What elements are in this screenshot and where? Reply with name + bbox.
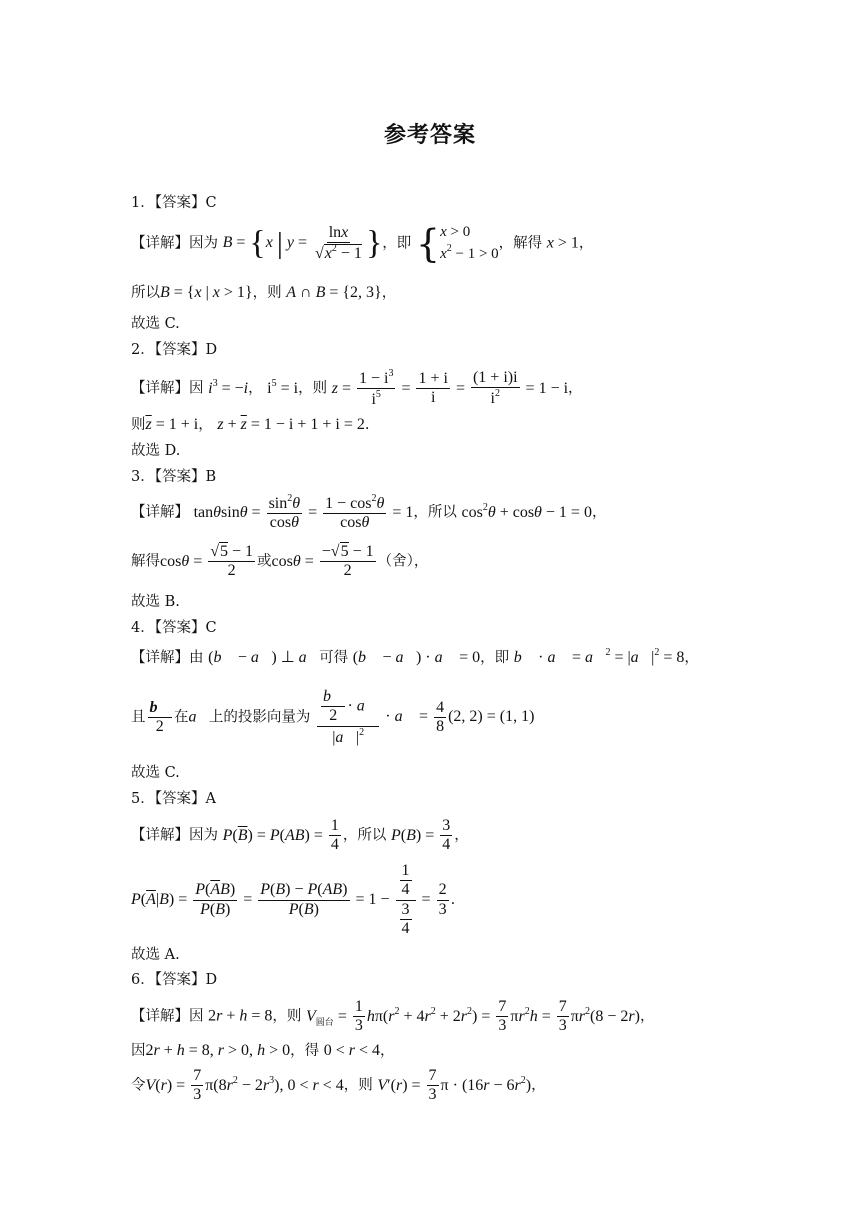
q4-detail-line: 【详解】由 (b⃗ − a⃗) ⊥ a⃗可得 (b⃗ − a⃗) · a⃗ = 0，即 b⃗ · a⃗ = a⃗$^2$ = $|a⃗|^2 = 8$，: [131, 647, 699, 666]
q5-conditional-line: $P(\overline{A}|B)$ = $\frac{P(\overline{A}B)}{P(B)}$ = $\frac{P(B) - P(AB)}{P(B)}$ = 1 − $\frac{\frac{1}{4}}{\frac{3}{4}}$ = $\frac{2}{3}$ .: [131, 862, 456, 938]
q4-projection-line: 且 $\frac{b⃗}{2}$ 在a⃗上的投影向量为 $\frac{b⃗}{2}$ · a⃗ $|a⃗|^2$ · a⃗ = $\frac{4}{8}$ (2, 2) = (1, 1): [131, 688, 535, 746]
q6-answer-line: 6．【答案】D: [131, 972, 218, 988]
q3-solve-line: 解得cosθ = $\frac{√5 - 1}{2}$ 或cosθ = $\frac{-√5 - 1}{2}$ （舍），: [131, 543, 429, 580]
q2-answer-line: 2．【答案】D: [131, 342, 218, 358]
page-title: 参考答案: [383, 123, 476, 148]
q5-answer-line: 5．【答案】A: [131, 791, 216, 807]
q3-answer-line: 3．【答案】B: [131, 469, 217, 485]
q6-detail-line: 【详解】因 2r + h = 8，则 $V_{圆台}$ = $\frac{1}{3}$ $h\pi(r^2 + 4r^2 + 2r^2)$ = $\frac{7}{3}$ $\pi r^2h$ = $\frac{7}{3}$ $\pi r^2(8 - 2r)$，: [131, 998, 655, 1035]
q4-answer-line: 4．【答案】C: [131, 620, 217, 636]
q2-choose-line: 故选 D.: [131, 443, 181, 459]
q3-choose-line: 故选 B.: [131, 594, 180, 610]
q4-choose-line: 故选 C.: [131, 765, 180, 781]
q2-detail-line: 【详解】因 $i^3 = -i$， $i^5 = i$，则 z = $\frac{1 - i^3}{i^5}$ = $\frac{1 + i}{i}$ = $\frac{(1 + i)i}{i^2}$ = 1 − i，: [131, 368, 583, 409]
q1-choose-line: 故选 C.: [131, 316, 180, 332]
q6-derivative-line: 令V(r) = $\frac{7}{3}$ $\pi(8r^2 - 2r^3)$, 0 < r < 4，则 V′(r) = $\frac{7}{3}$ $\pi \cdot (16r - 6r^2)$，: [131, 1067, 546, 1104]
q5-choose-line: 故选 A.: [131, 947, 180, 963]
q6-range-line: 因2r + h = 8, r > 0, h > 0，得 0 < r < 4，: [131, 1042, 395, 1059]
q1-detail-line: 【详解】因为 B = {x | y = $\frac{\ln x}{√x^2 - 1}$ }，即 { x > 0 $x^2 - 1 > 0$ ，解得 x > 1，: [131, 221, 594, 266]
q3-detail-line: 【详解】 tanθsinθ = $\frac{\sin^2\theta}{\cos\theta}$ = $\frac{1 - \cos^2\theta}{\cos\theta}$ = 1，所以 $\cos^2\theta + \cos\theta - 1 = 0$，: [131, 493, 607, 532]
q2-conj-line: 则$\overline{z} = 1 + i$， $z + \overline{z} = 1 - i + 1 + i = 2$.: [131, 416, 370, 433]
q1-result-line: 所以B = {x | x > 1}，则 A ∩ B = {2, 3}，: [131, 284, 397, 301]
q5-detail-line: 【详解】因为 $P(\overline{B}) = P(AB)$ = $\frac{1}{4}$ ，所以 P(B) = $\frac{3}{4}$ ，: [131, 817, 469, 854]
q1-answer-line: 1．【答案】C: [131, 195, 217, 211]
